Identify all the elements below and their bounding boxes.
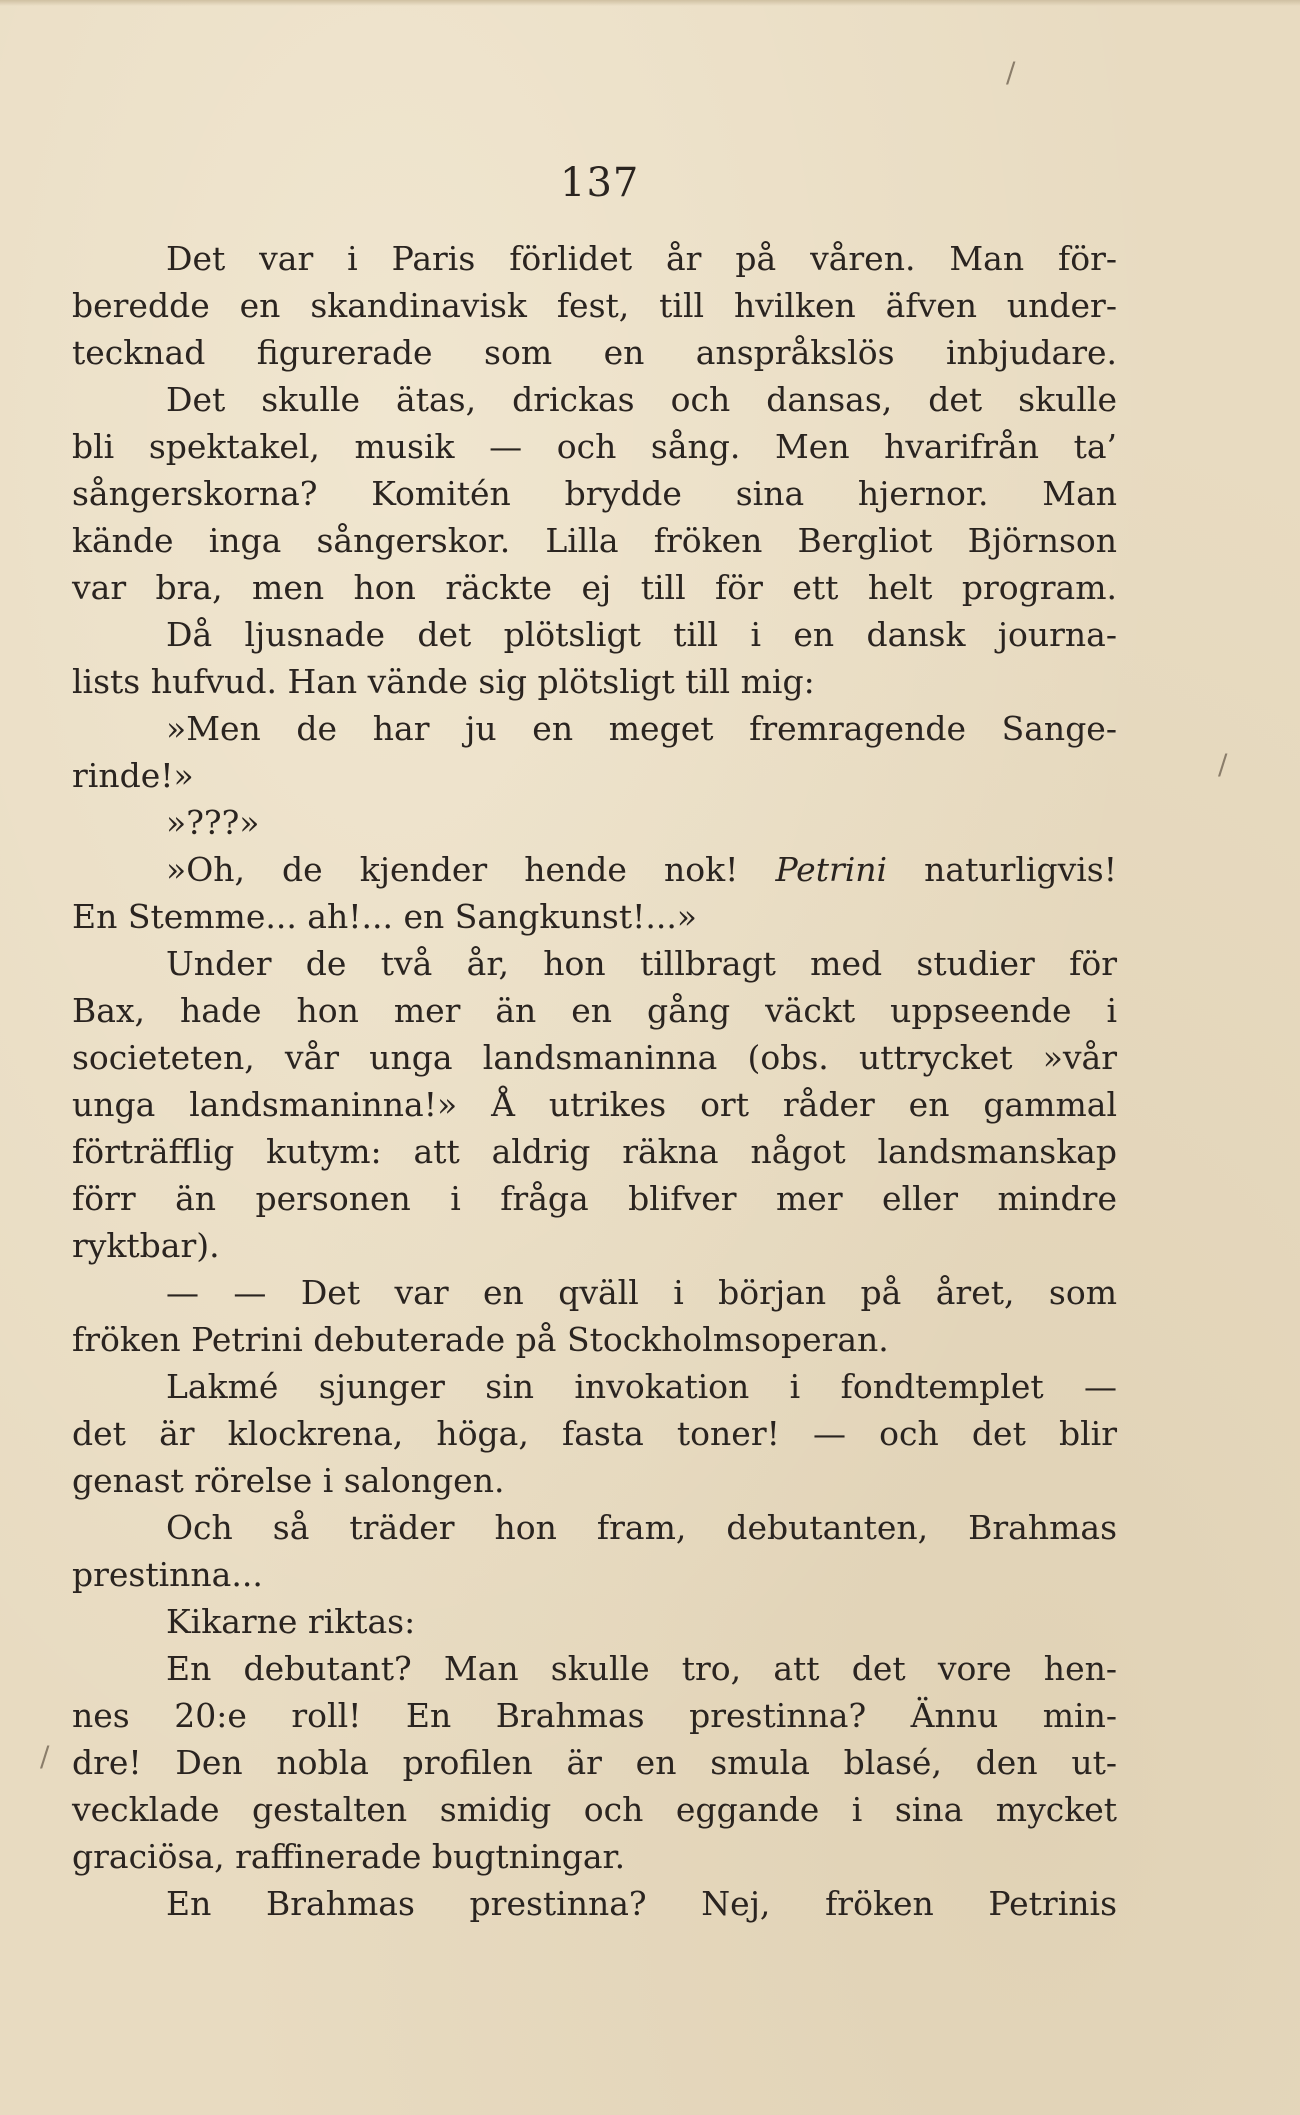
text-line: Då ljusnade det plötsligt till i en dansk journa- [166,615,1117,654]
body-text [72,235,1117,1927]
text-line: dre! Den nobla profilen är en smula blasé, den ut- [72,1743,1117,1782]
text-line: »???» [166,803,260,842]
pencil-mark: / [1006,56,1016,89]
text-line: »Men de har ju en meget fremragende Sange- [166,709,1117,748]
text-line: vecklade gestalten smidig och eggande i sina mycket [72,1790,1117,1829]
text-line: En Stemme... ah!... en Sangkunst!...» [72,897,698,936]
text-line: — — Det var en qväll i början på året, som [166,1273,1117,1312]
text-line: genast rörelse i salongen. [72,1461,505,1500]
page-number: 137 [560,160,640,206]
text-line: kände inga sångerskor. Lilla fröken Bergliot Björnson [72,521,1117,560]
text-line: nes 20:e roll! En Brahmas prestinna? Ännu min- [72,1696,1117,1735]
text-line: En debutant? Man skulle tro, att det vore hen- [166,1649,1117,1688]
text-line: Och så träder hon fram, debutanten, Brahmas [166,1508,1117,1547]
italic-name: Petrini [775,850,888,889]
text-line: unga landsmaninna!» Å utrikes ort råder en gammal [72,1085,1117,1124]
text-line-mixed [72,846,1117,893]
text-line: beredde en skandinavisk fest, till hvilken äfven under- [72,286,1117,325]
text-line: det är klockrena, höga, fasta toner! — och det blir [72,1414,1117,1453]
text-line: En Brahmas prestinna? Nej, fröken Petrinis [166,1884,1117,1923]
text-segment: naturligvis! [924,850,1117,889]
text-line: Det skulle ätas, drickas och dansas, det skulle [166,380,1117,419]
text-line: rinde!» [72,756,194,795]
text-line: fröken Petrini debuterade på Stockholmsoperan. [72,1320,889,1359]
text-line: Under de två år, hon tillbragt med studier för [166,944,1117,983]
text-line: Det var i Paris förlidet år på våren. Man för- [166,239,1117,278]
page-top-edge [0,0,1300,6]
pencil-mark: / [40,1740,50,1773]
text-line: tecknad figurerade som en anspråkslös inbjudare. [72,333,1117,372]
text-line: förträfflig kutym: att aldrig räkna något landsmanskap [72,1132,1117,1171]
text-line: var bra, men hon räckte ej till för ett helt program. [72,568,1117,607]
text-line: Bax, hade hon mer än en gång väckt uppseende i [72,991,1117,1030]
pencil-mark: / [1218,748,1228,781]
text-line: ryktbar). [72,1226,220,1265]
text-line: lists hufvud. Han vände sig plötsligt till mig: [72,662,815,701]
text-segment: »Oh, de kjender hende nok! [166,850,739,889]
text-line: prestinna... [72,1555,263,1594]
text-line: societeten, vår unga landsmaninna (obs. uttrycket »vår [72,1038,1117,1077]
text-line: förr än personen i fråga blifver mer eller mindre [72,1179,1117,1218]
text-line: Kikarne riktas: [166,1602,416,1641]
text-line: Lakmé sjunger sin invokation i fondtemplet — [166,1367,1117,1406]
text-line: sångerskorna? Komitén brydde sina hjernor. Man [72,474,1117,513]
text-line: graciösa, raffinerade bugtningar. [72,1837,626,1876]
text-line: bli spektakel, musik — och sång. Men hvarifrån ta’ [72,427,1117,466]
